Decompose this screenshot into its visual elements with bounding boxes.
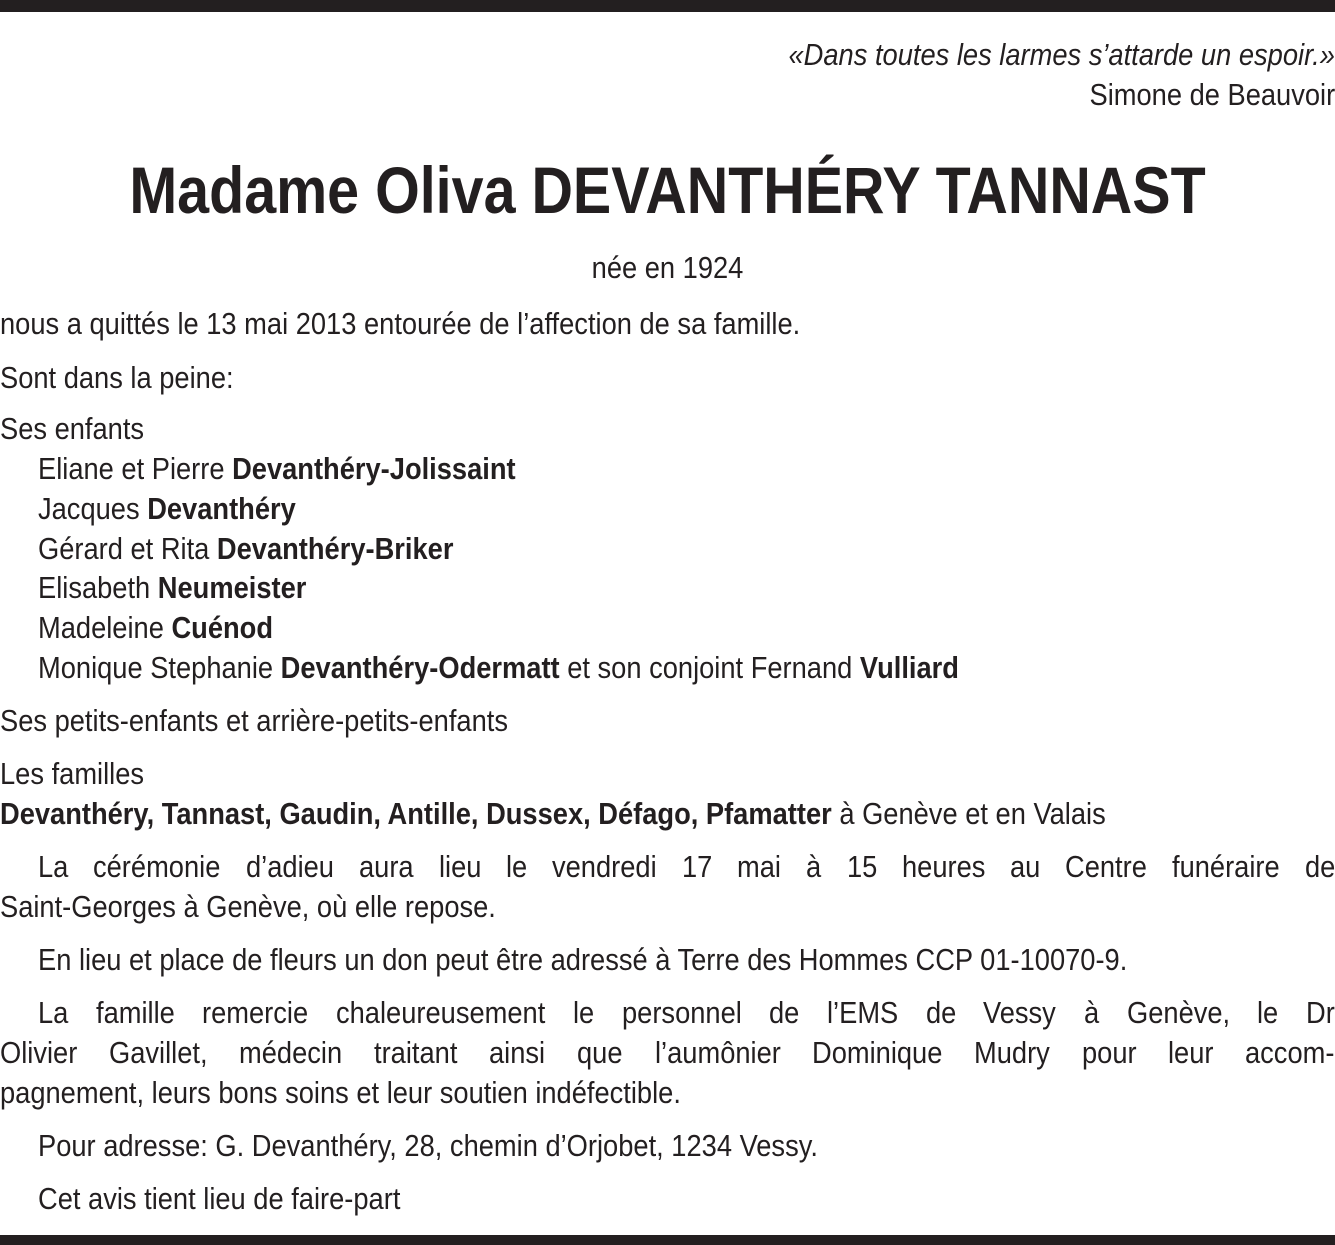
intro-text: nous a quittés le 13 mai 2013 entourée de l’affection de sa famille. <box>0 306 801 341</box>
word: chaleureusement <box>336 995 546 1030</box>
address-text: Pour adresse: G. Devanthéry, 28, chemin d’Orjobet, 1234 Vessy. <box>38 1128 818 1163</box>
word: famille <box>95 995 175 1030</box>
word: vendredi <box>552 849 657 884</box>
child-entry: Jacques Devanthéry <box>38 491 296 526</box>
thanks-line-3: pagnement, leurs bons soins et leur soutien indéfectible. <box>0 1075 681 1110</box>
word: personnel <box>622 995 742 1030</box>
word: l’EMS <box>826 995 899 1030</box>
word: Dominique <box>812 1035 943 1070</box>
word: pour <box>1081 1035 1137 1070</box>
word: Olivier <box>0 1035 78 1070</box>
top-rule <box>0 0 1335 12</box>
page-title: Madame Oliva DEVANTHÉRY TANNAST <box>129 153 1206 227</box>
birth-year: née en 1924 <box>591 250 744 285</box>
ceremony-paragraph <box>0 847 1335 927</box>
families-list: Devanthéry, Tannast, Gaudin, Antille, Dussex, Défago, Pfamatter à Genève et en Valais <box>0 796 1106 831</box>
word: d’adieu <box>245 849 334 884</box>
word: accom- <box>1245 1035 1335 1070</box>
word: à <box>1083 995 1100 1030</box>
word: de <box>1304 849 1335 884</box>
word: cérémonie <box>93 849 221 884</box>
word: leur <box>1167 1035 1214 1070</box>
word: traitant <box>374 1035 458 1070</box>
epigraph-author: Simone de Beauvoir <box>1089 77 1335 112</box>
justified-line <box>0 993 1335 1033</box>
thanks-paragraph <box>0 993 1335 1113</box>
word: mai <box>737 849 782 884</box>
child-entry: Eliane et Pierre Devanthéry-Jolissaint <box>38 451 516 486</box>
word: remercie <box>202 995 309 1030</box>
word: 15 <box>846 849 877 884</box>
word: de <box>769 995 800 1030</box>
mourners-heading: Sont dans la peine: <box>0 360 234 395</box>
word: Centre <box>1065 849 1148 884</box>
word: Genève, <box>1126 995 1230 1030</box>
bottom-rule <box>0 1235 1335 1245</box>
word: La <box>38 995 69 1030</box>
word: que <box>577 1035 623 1070</box>
word: Vessy <box>983 995 1057 1030</box>
word: La <box>38 849 69 884</box>
grandchildren-text: Ses petits-enfants et arrière-petits-enfants <box>0 703 508 738</box>
word: le <box>1257 995 1279 1030</box>
word: médecin <box>239 1035 343 1070</box>
word: ainsi <box>489 1035 546 1070</box>
word: Gavillet, <box>109 1035 208 1070</box>
word: Mudry <box>974 1035 1050 1070</box>
donation-text: En lieu et place de fleurs un don peut être adressé à Terre des Hommes CCP 01-10070-9. <box>38 942 1128 977</box>
word: Dr <box>1305 995 1335 1030</box>
word: l’aumônier <box>654 1035 781 1070</box>
child-entry: Elisabeth Neumeister <box>38 570 307 605</box>
child-entry: Monique Stephanie Devanthéry-Odermatt et son conjoint Fernand Vulliard <box>38 650 959 685</box>
child-entry: Madeleine Cuénod <box>38 610 273 645</box>
word: lieu <box>438 849 482 884</box>
word: le <box>573 995 595 1030</box>
justified-line <box>0 847 1335 887</box>
word: 17 <box>682 849 713 884</box>
families-heading: Les familles <box>0 756 145 791</box>
ceremony-line-2: Saint-Georges à Genève, où elle repose. <box>0 889 496 924</box>
word: aura <box>358 849 414 884</box>
word: le <box>506 849 528 884</box>
justified-line <box>0 1033 1335 1073</box>
word: au <box>1010 849 1041 884</box>
word: de <box>925 995 957 1030</box>
closing-text: Cet avis tient lieu de faire-part <box>38 1181 401 1216</box>
epigraph-quote: «Dans toutes les larmes s’attarde un espoir.» <box>788 37 1335 72</box>
children-heading: Ses enfants <box>0 411 145 446</box>
word: à <box>806 849 822 884</box>
child-entry: Gérard et Rita Devanthéry-Briker <box>38 531 454 566</box>
word: funéraire <box>1172 849 1281 884</box>
word: heures <box>901 849 986 884</box>
